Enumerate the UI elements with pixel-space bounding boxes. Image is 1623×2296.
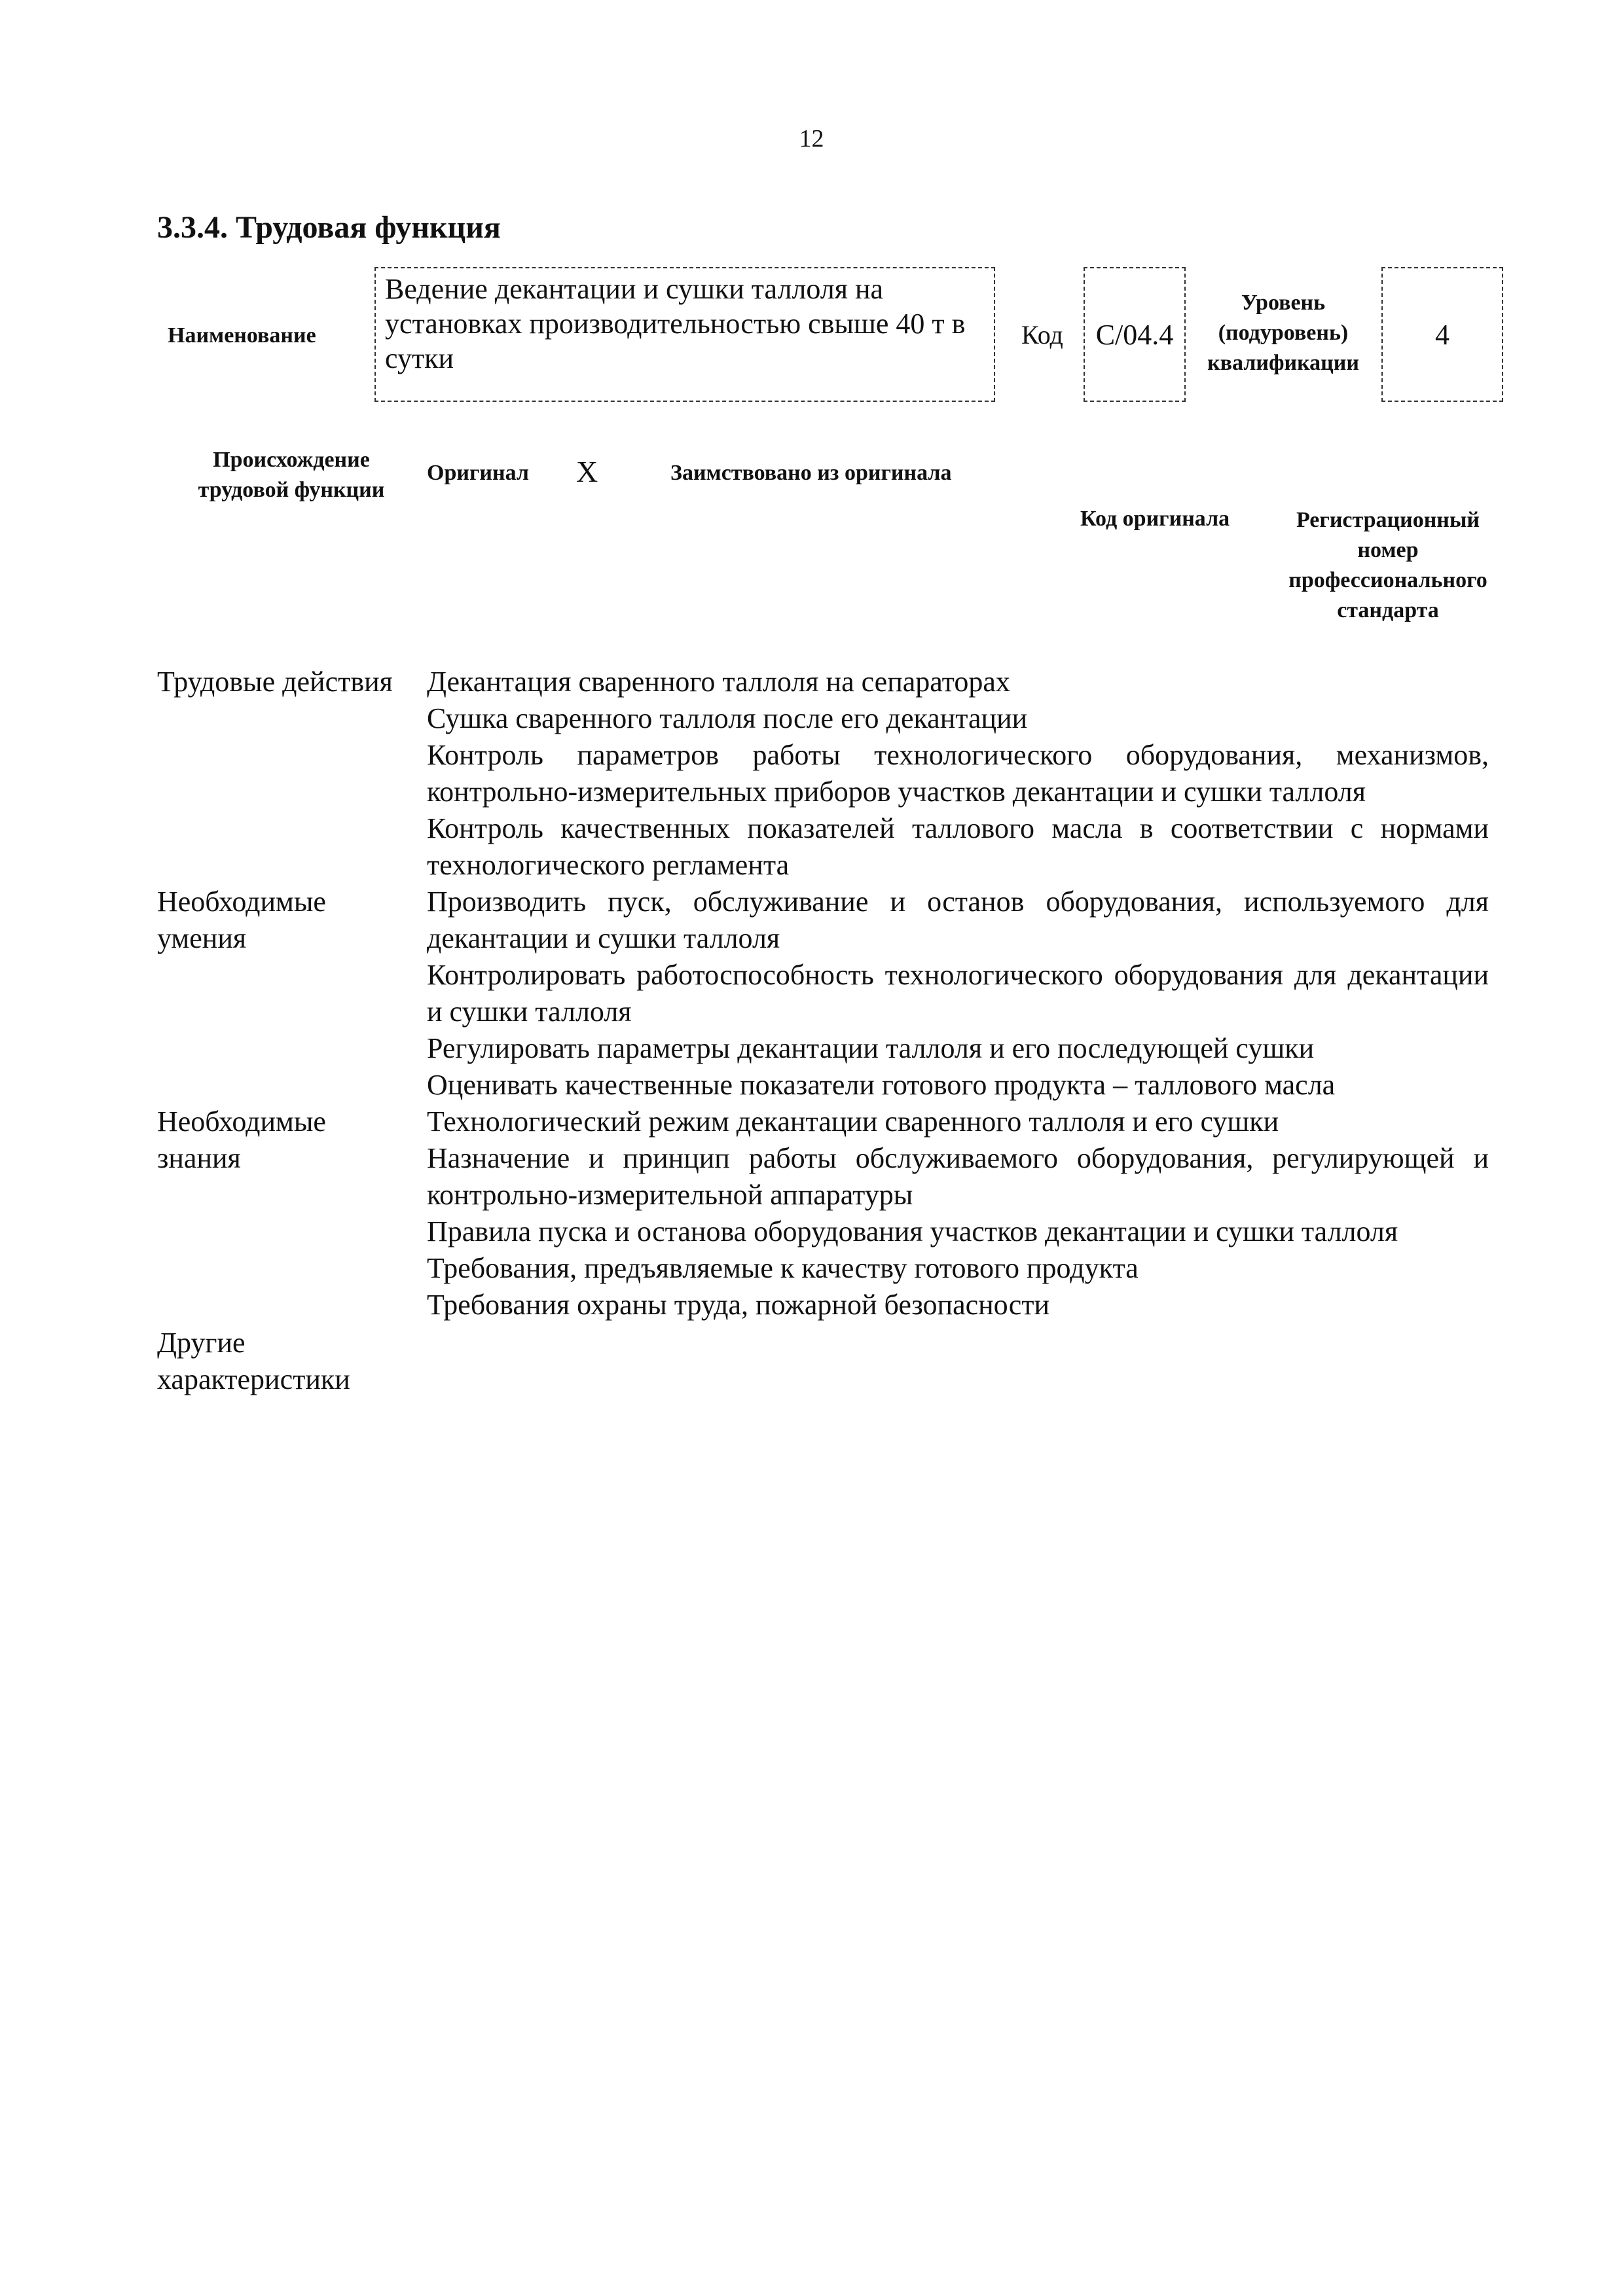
level-label: Уровень (подуровень) квалификации — [1207, 291, 1359, 375]
list-item: Контроль параметров работы технологического оборудования, механизмов, контрольно-измерительных приборов участков декантации и сушки таллоля — [427, 739, 1489, 808]
page-number: 12 — [799, 125, 824, 152]
list-item: Регулировать параметры декантации таллоля и его последующей сушки — [427, 1032, 1315, 1064]
section-label: Необходимые знания — [157, 1105, 326, 1174]
list-item: Сушка сваренного таллоля после его декантации — [427, 702, 1028, 734]
code-value-box: C/04.4 — [1084, 267, 1186, 402]
level-value-box: 4 — [1381, 267, 1503, 402]
origin-label: Происхождение трудовой функции — [198, 448, 385, 502]
original-mark: X — [576, 455, 598, 488]
section-title: 3.3.4. Трудовая функция — [157, 210, 501, 245]
list-item: Правила пуска и останова оборудования участков декантации и сушки таллоля — [427, 1215, 1398, 1247]
code-label: Код — [1021, 320, 1063, 350]
original-label: Оригинал — [427, 461, 529, 485]
section-label: Необходимые умения — [157, 886, 326, 954]
list-item: Требования охраны труда, пожарной безопасности — [427, 1289, 1050, 1321]
list-item: Декантация сваренного таллоля на сепараторах — [427, 666, 1010, 698]
section-label: Другие характеристики — [157, 1327, 350, 1395]
reg-number-label: Регистрационный номер профессионального стандарта — [1288, 508, 1487, 622]
list-item: Назначение и принцип работы обслуживаемого оборудования, регулирующей и контрольно-измерительной аппаратуры — [427, 1142, 1489, 1211]
list-item: Производить пуск, обслуживание и останов оборудования, используемого для декантации и сушки таллоля — [427, 886, 1489, 954]
section-label: Трудовые действия — [157, 666, 393, 698]
list-item: Контроль качественных показателей таллового масла в соответствии с нормами технологического регламента — [427, 812, 1489, 881]
function-name-box: Ведение декантации и сушки таллоля на установках производительностью свыше 40 т в сутки — [374, 267, 995, 402]
borrowed-label: Заимствовано из оригинала — [670, 461, 952, 485]
original-code-label: Код оригинала — [1080, 507, 1230, 531]
name-label: Наименование — [168, 323, 316, 348]
list-item: Оценивать качественные показатели готового продукта – таллового масла — [427, 1069, 1336, 1101]
list-item: Требования, предъявляемые к качеству готового продукта — [427, 1252, 1139, 1284]
list-item: Технологический режим декантации сваренного таллоля и его сушки — [427, 1105, 1279, 1138]
list-item: Контролировать работоспособность технологического оборудования для декантации и сушки таллоля — [427, 959, 1489, 1028]
